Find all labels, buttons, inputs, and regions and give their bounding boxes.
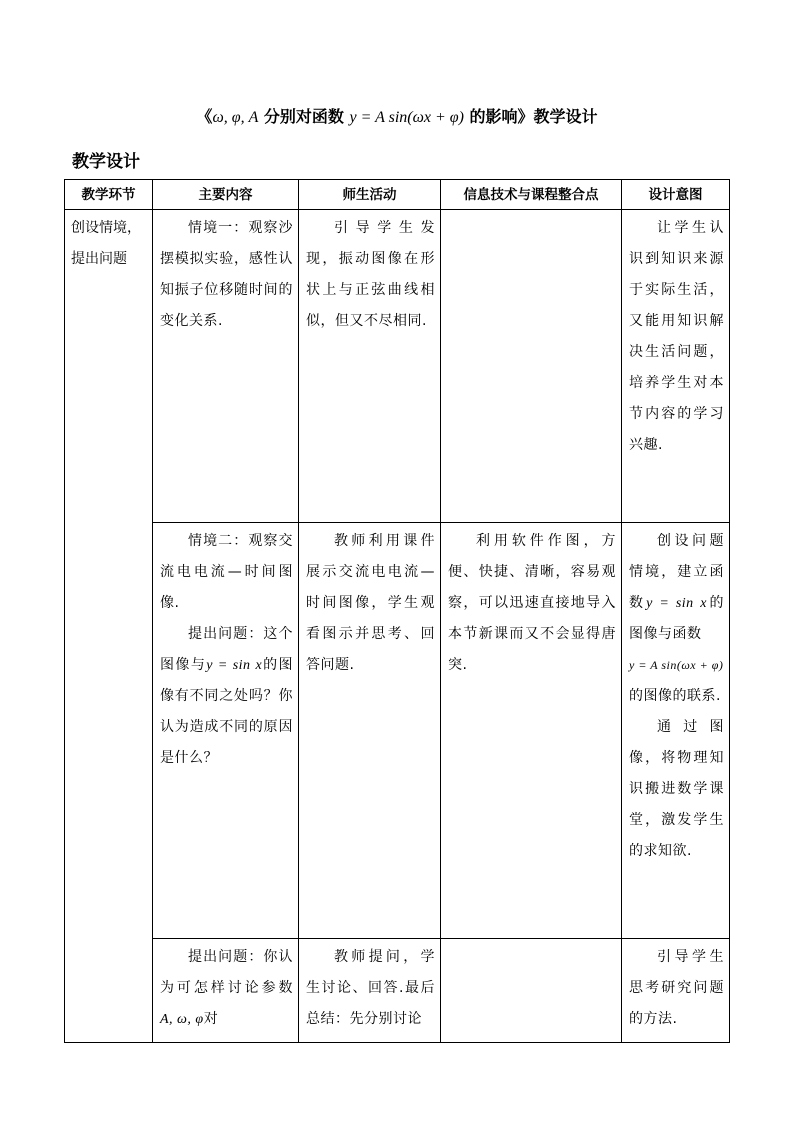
intent-text: 创设问题情境，建立函数 [629, 533, 724, 611]
content-paragraph [160, 619, 293, 774]
title-text: 《 [196, 107, 213, 126]
header-intent: 设计意图 [622, 180, 730, 210]
activity-cell: 教师提问，学生讨论、回答.最后总结：先分别讨论 [299, 939, 441, 1043]
intent-cell [622, 523, 730, 939]
intent-cell: 引导学生思考研究问题的方法. [622, 939, 730, 1043]
table-row [65, 939, 730, 1043]
title-text: 分别对函数 [258, 107, 350, 126]
content-math: y = sin x [206, 658, 263, 673]
title-math-vars: ω, φ, A [212, 109, 259, 126]
header-tech: 信息技术与课程整合点 [441, 180, 622, 210]
tech-cell [441, 939, 622, 1043]
intent-text: 的图像的联系. [629, 688, 721, 704]
document-title [0, 104, 794, 127]
intent-text: 的图像与函数 [629, 595, 725, 642]
tech-cell: 利用软件作图，方便、快捷、清晰，容易观察，可以迅速直接地导入本节新课而又不会显得唐突. [441, 523, 622, 939]
table-row [65, 210, 730, 523]
table-header-row [65, 180, 730, 210]
stage-cell: 创设情境，提出问题 [65, 210, 153, 1043]
content-text: 对 [203, 1011, 219, 1027]
intent-paragraph: 通过图像，将物理知识搬进数学课堂，激发学生的求知欲. [629, 719, 724, 859]
content-text: 的图像有不同之处吗？你认为造成不同的原因是什么？ [160, 657, 294, 766]
content-cell [153, 939, 299, 1043]
activity-cell: 教师利用课件展示交流电电流—时间图像，学生观看图示并思考、回答问题. [299, 523, 441, 939]
content-cell: 情境一：观察沙摆模拟实验，感性认知振子位移随时间的变化关系. [153, 210, 299, 523]
content-math: A, ω, φ [160, 1012, 204, 1027]
table-row [65, 523, 730, 939]
tech-cell [441, 210, 622, 523]
activity-cell: 引导学生发现，振动图像在形状上与正弦曲线相似，但又不尽相同. [299, 210, 441, 523]
header-content: 主要内容 [153, 180, 299, 210]
intent-math: y = sin x [646, 596, 707, 611]
content-text: 提出问题：你认为可怎样讨论参数 [160, 949, 293, 996]
header-stage: 教学环节 [65, 180, 153, 210]
content-paragraph: 情境二：观察交流电电流—时间图像. [160, 533, 293, 611]
content-text: 提出问题：这个图像与 [160, 626, 293, 673]
title-math-function: y = A sin(ωx + φ) [349, 109, 464, 126]
intent-paragraph [629, 526, 724, 712]
header-activity: 师生活动 [299, 180, 441, 210]
content-cell [153, 523, 299, 939]
title-text: 的影响》教学设计 [463, 107, 598, 126]
section-heading: 教学设计 [72, 152, 140, 172]
intent-math: y = A sin(ωx + φ) [629, 658, 724, 672]
lesson-design-table [64, 179, 730, 1043]
intent-cell: 让学生认识到知识来源于实际生活，又能用知识解决生活问题，培养学生对本节内容的学习兴趣. [622, 210, 730, 523]
